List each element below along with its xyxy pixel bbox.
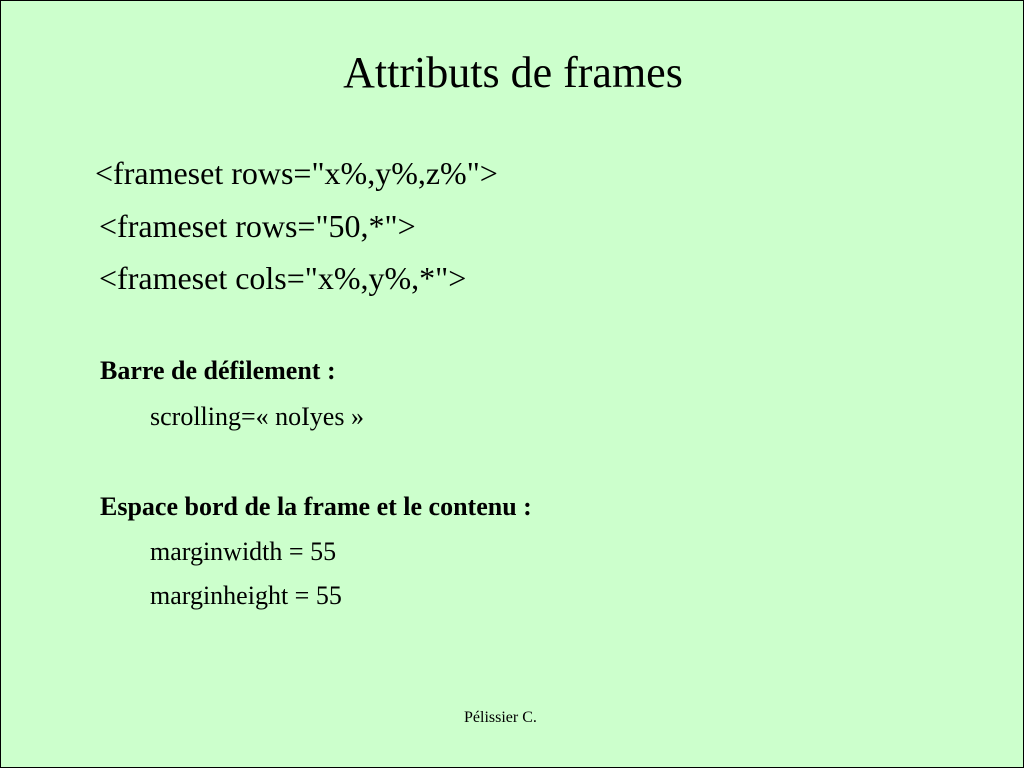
marginheight-attribute: marginheight = 55 [150,581,342,610]
slide-title: Attributs de frames [343,48,683,97]
margin-heading: Espace bord de la frame et le contenu : [100,492,532,521]
footer-author: Pélissier C. [464,709,537,726]
scrolling-attribute: scrolling=« noIyes » [150,402,364,431]
marginwidth-attribute: marginwidth = 55 [150,537,337,566]
code-line-frameset-cols: <frameset cols="x%,y%,*"> [99,260,467,296]
code-line-frameset-rows-fixed: <frameset rows="50,*"> [99,208,416,244]
code-line-frameset-rows-percent: <frameset rows="x%,y%,z%"> [95,155,498,191]
scrollbar-heading: Barre de défilement : [100,356,336,385]
